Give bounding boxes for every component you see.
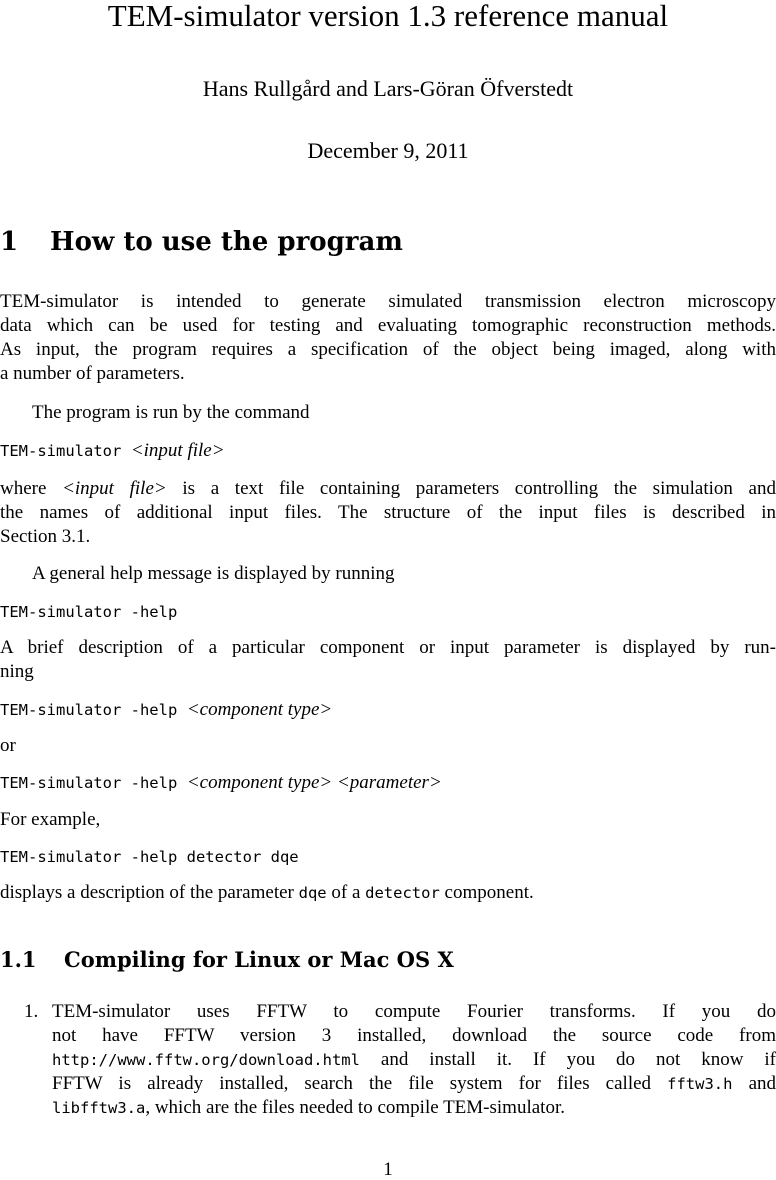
document-title: TEM-simulator version 1.3 reference manual (107, 0, 669, 33)
text-span: FFTW is already installed, search the file system for files called (52, 1073, 668, 1094)
text-span: , which are the files needed to compile TEM-simulator. (145, 1097, 565, 1118)
text-span: and install it. If you do not know if (359, 1049, 776, 1070)
section-title: Compiling for Linux or Mac OS X (64, 947, 454, 972)
command-argument: <input file> (130, 440, 225, 461)
section-number: 1 (0, 227, 19, 257)
displays-paragraph (0, 881, 776, 905)
page-number: 1 (383, 1159, 393, 1180)
section-number: 1.1 (0, 947, 37, 972)
text-span: displays a description of the parameter (0, 882, 299, 903)
command-line-2 (0, 600, 776, 624)
inline-code: dqe (298, 884, 327, 902)
inline-code: detector (365, 884, 440, 902)
document-authors: Hans Rullgård and Lars-Göran Öfverstedt (202, 76, 574, 101)
document-date: December 9, 2011 (307, 138, 469, 163)
text-line: not have FFTW version 3 installed, download the source code from (52, 1025, 776, 1046)
where-paragraph (0, 477, 776, 549)
command-line-4 (0, 771, 776, 795)
text-span: is a text file containing parameters controlling the simulation and (166, 478, 776, 499)
list-marker: 1. (24, 1001, 39, 1022)
text-line (52, 1072, 776, 1096)
text-line: Section 3.1. (0, 526, 91, 547)
section-heading-1-1 (0, 946, 454, 974)
section-heading-1 (0, 226, 403, 258)
for-example-text: For example, (0, 809, 101, 830)
brief-paragraph (0, 636, 776, 684)
text-line: ning (0, 661, 34, 682)
text-line (0, 477, 776, 501)
intro-paragraph (0, 290, 776, 386)
command-argument: <component type> (186, 772, 333, 793)
text-line: As input, the program requires a specification of the object being imaged, along with (0, 339, 776, 360)
text-line: A brief description of a particular component or input parameter is displayed by run- (0, 637, 776, 658)
run-intro-paragraph: The program is run by the command (32, 402, 310, 423)
command-code: TEM-simulator -help (0, 701, 178, 719)
command-code: TEM-simulator -help (0, 774, 178, 792)
help-intro-paragraph: A general help message is displayed by running (32, 563, 395, 584)
command-argument: <parameter> (336, 772, 442, 793)
text-line: a number of parameters. (0, 363, 185, 384)
command-code: TEM-simulator (0, 442, 122, 460)
command-argument: <component type> (186, 699, 333, 720)
text-line: the names of additional input files. The structure of the input files is described in (0, 502, 776, 523)
input-file-argument: <input file> (62, 478, 167, 499)
text-line (52, 1096, 776, 1120)
section-title: How to use the program (50, 227, 403, 257)
command-line-1 (0, 439, 776, 463)
text-span: of a (326, 882, 366, 903)
fftw-download-link[interactable]: http://www.fftw.org/download.html (52, 1051, 360, 1069)
text-line: TEM-simulator is intended to generate simulated transmission electron microscopy (0, 291, 776, 312)
text-span: where (0, 478, 63, 499)
text-line (52, 1048, 776, 1072)
command-code: TEM-simulator -help (0, 603, 178, 621)
text-line: data which can be used for testing and evaluating tomographic reconstruction methods. (0, 315, 776, 336)
inline-code: libfftw3.a (52, 1099, 146, 1117)
command-line-3 (0, 698, 776, 722)
text-span: and (732, 1073, 776, 1094)
command-line-5 (0, 845, 776, 869)
inline-code: fftw3.h (667, 1075, 733, 1093)
list-item-body (52, 1000, 776, 1120)
command-code: TEM-simulator -help detector dqe (0, 848, 299, 866)
text-line: TEM-simulator uses FFTW to compute Fourier transforms. If you do (52, 1001, 776, 1022)
or-text: or (0, 735, 16, 756)
text-span: component. (439, 882, 534, 903)
